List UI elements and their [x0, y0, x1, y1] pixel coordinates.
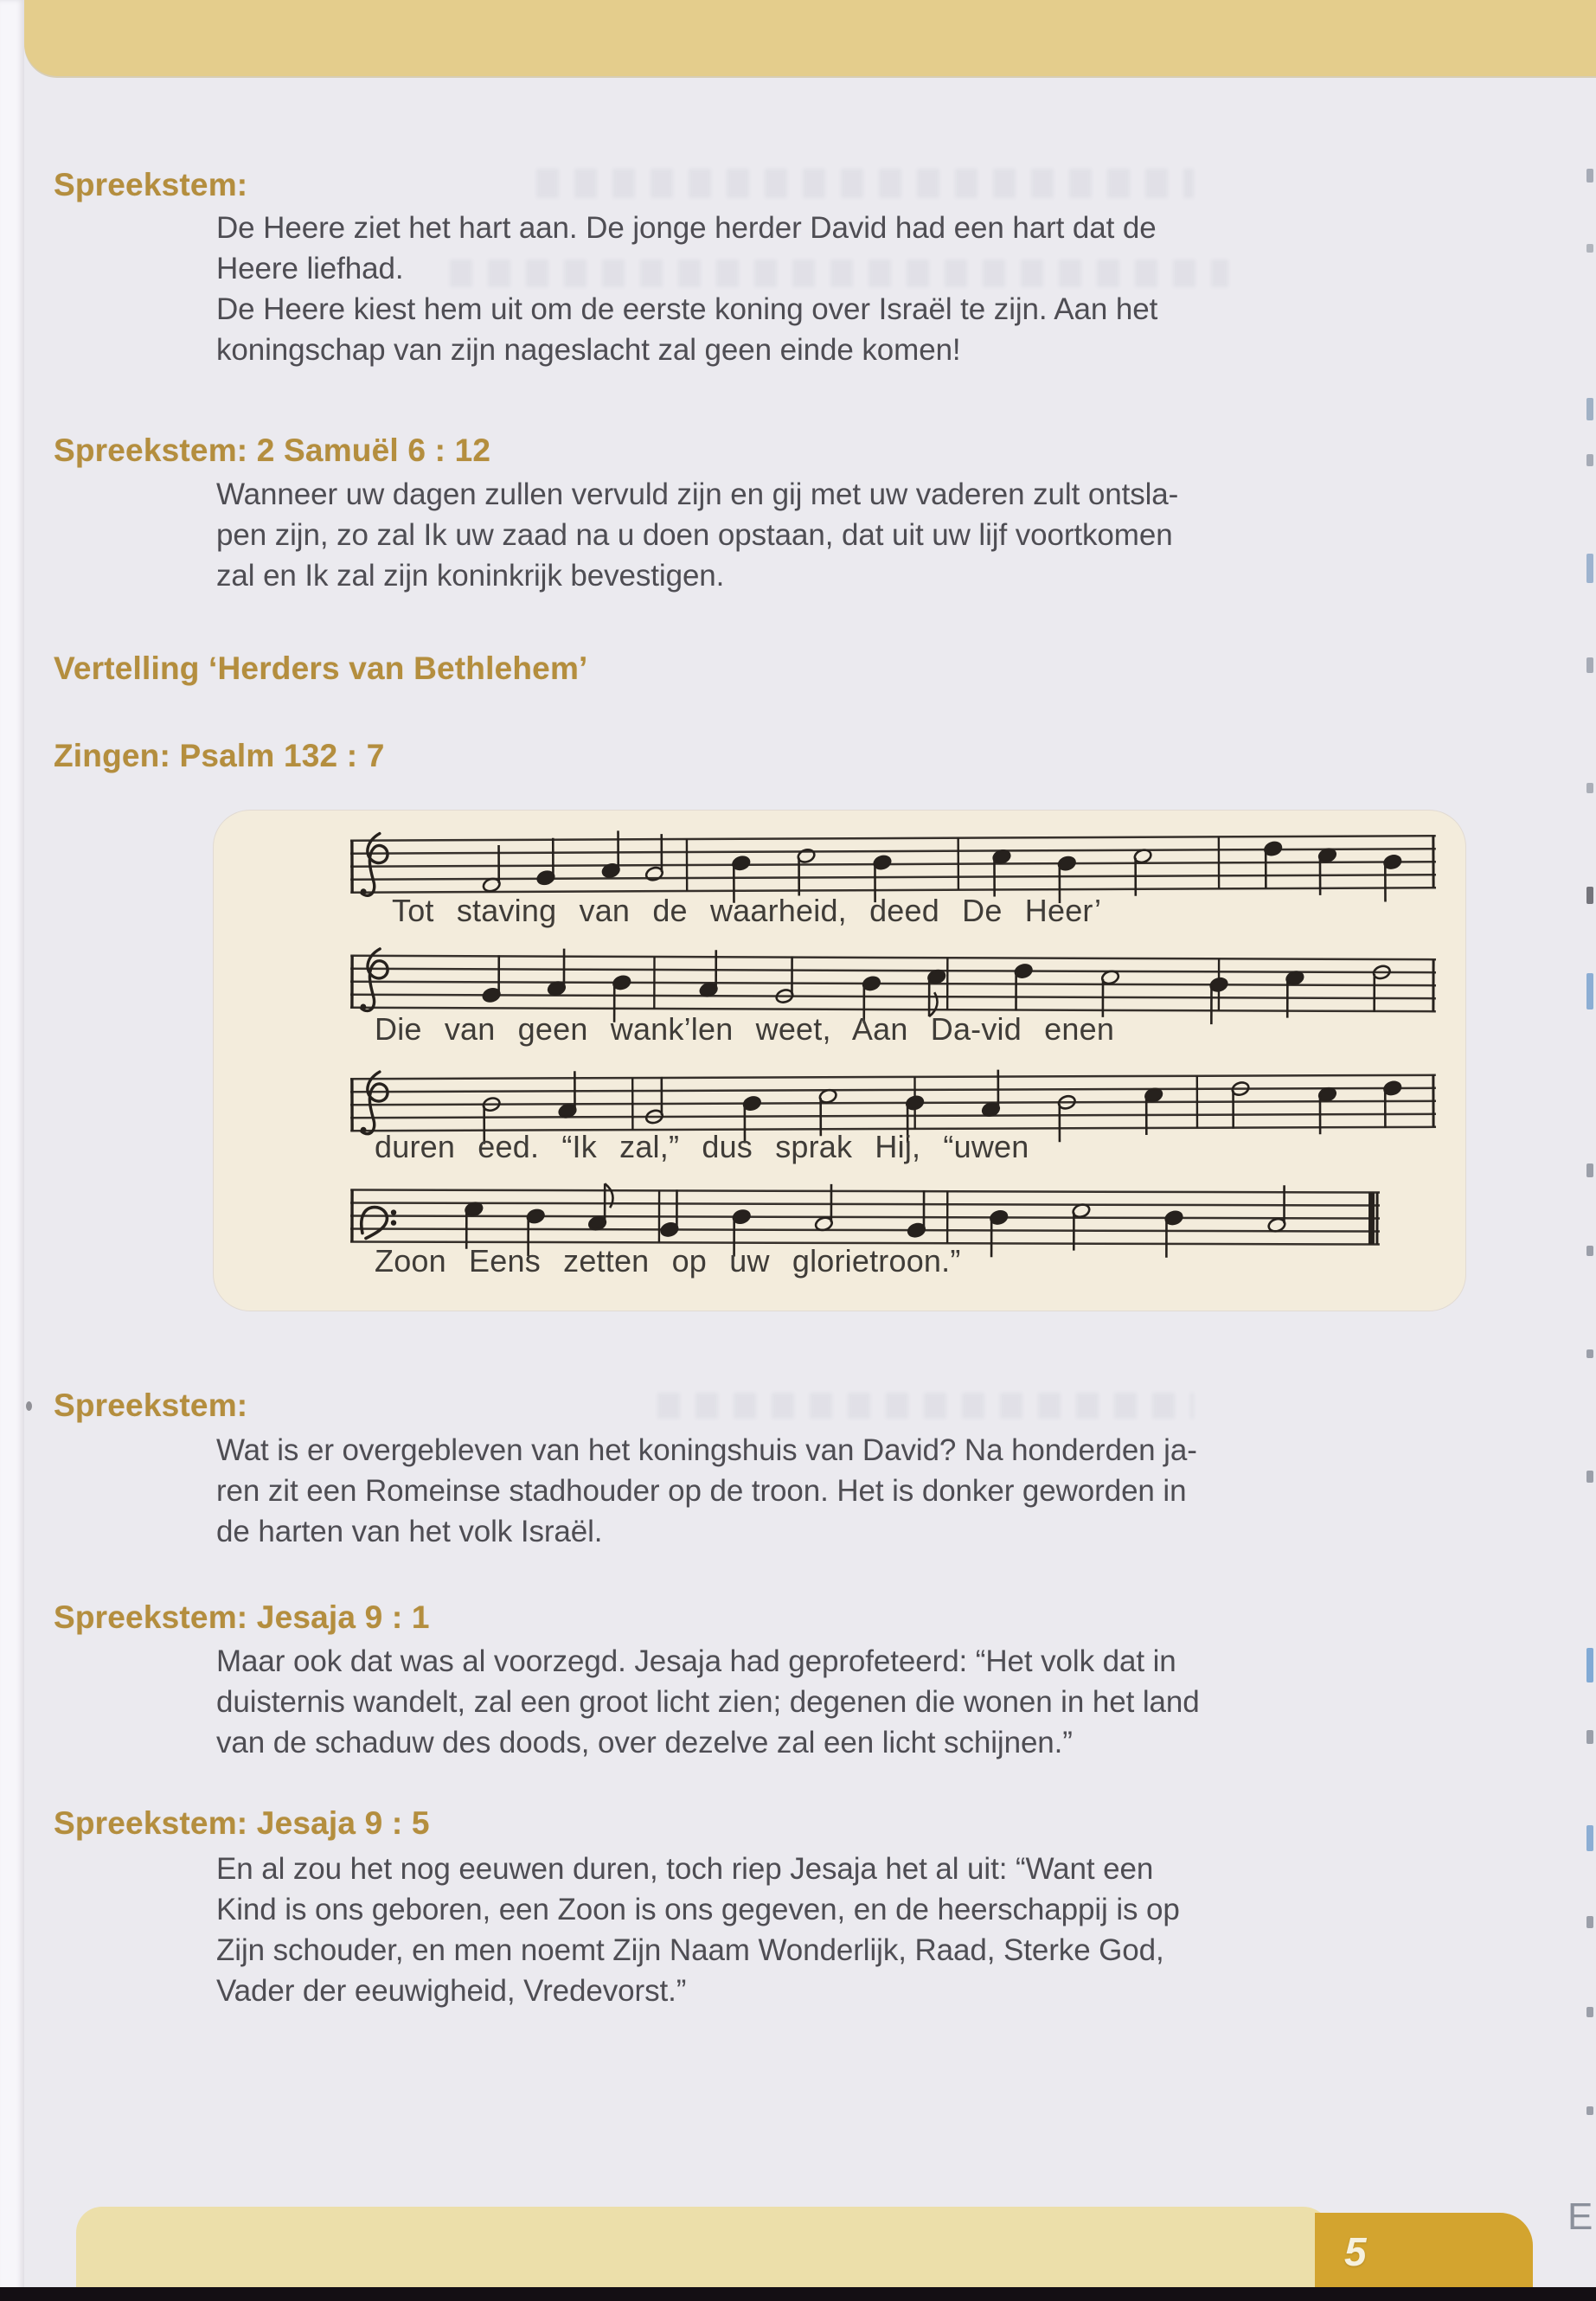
paragraph-line: van de schaduw des doods, over dezelve zal een licht schijnen.” — [216, 1726, 1073, 1759]
heading-zingen-psalm: Zingen: Psalm 132 : 7 — [54, 738, 385, 773]
scan-fragment — [1586, 1648, 1593, 1682]
top-gold-bar — [24, 0, 1596, 76]
heading-vertelling: Vertelling ‘Herders van Bethlehem’ — [54, 651, 588, 686]
paragraph-3 — [216, 1430, 1349, 1552]
paragraph-line: De Heere kiest hem uit om de eerste koning over Israël te zijn. Aan het — [216, 292, 1158, 326]
paragraph-line: Maar ook dat was al voorzegd. Jesaja had geprofeteerd: “Het volk dat in — [216, 1644, 1176, 1678]
paragraph-line: En al zou het nog eeuwen duren, toch riep Jesaja het al uit: “Want een — [216, 1852, 1154, 1886]
paragraph-line: Wat is er overgebleven van het koningshuis van David? Na honderden ja- — [216, 1433, 1197, 1467]
paragraph-line: De Heere ziet het hart aan. De jonge herder David had een hart dat de — [216, 211, 1157, 245]
bottom-pale-gold-bar — [76, 2207, 1332, 2293]
lyric-line-4: Zoon Eens zetten op uw glorietroon.” — [375, 1243, 961, 1279]
heading-spreekstem-jesaja95: Spreekstem: Jesaja 9 : 5 — [54, 1805, 430, 1841]
paragraph-line: ren zit een Romeinse stadhouder op de troon. Het is donker geworden in — [216, 1474, 1187, 1508]
page-number-tab — [1315, 2213, 1533, 2295]
scan-fragment — [1586, 973, 1593, 1009]
paragraph-line: Kind is ons geboren, een Zoon is ons gegeven, en de heerschappij is op — [216, 1893, 1180, 1926]
paragraph-line: duisternis wandelt, zal een groot licht zien; degenen die wonen in het land — [216, 1685, 1200, 1719]
bleed-through-artifact — [536, 169, 1194, 198]
paragraph-4 — [216, 1641, 1349, 1763]
scan-fragment — [1586, 783, 1593, 793]
facing-page-letter-fragment: E — [1567, 2195, 1593, 2238]
scan-fragment — [1586, 169, 1593, 183]
bleed-through-artifact — [657, 1393, 1194, 1419]
scan-fragment — [1586, 1730, 1593, 1744]
stray-mark — [26, 1401, 32, 1411]
scan-fragment — [1586, 1916, 1593, 1928]
scan-fragment — [1586, 887, 1593, 904]
page-number: 5 — [1344, 2229, 1367, 2274]
scan-fragment — [1586, 244, 1593, 253]
heading-spreekstem-1: Spreekstem: — [54, 167, 248, 202]
scan-fragment — [1586, 554, 1593, 583]
lyric-line-3: duren eed. “Ik zal,” dus sprak Hij, “uwen — [375, 1129, 1029, 1164]
scan-fragment — [1586, 454, 1593, 466]
scan-fragment — [1586, 657, 1593, 673]
heading-spreekstem-2samuel: Spreekstem: 2 Samuël 6 : 12 — [54, 433, 491, 468]
scan-fragment — [1586, 1246, 1593, 1256]
music-notation-box — [214, 811, 1465, 1311]
paragraph-1 — [216, 208, 1349, 370]
paragraph-line: Wanneer uw dagen zullen vervuld zijn en gij met uw vaderen zult ontsla- — [216, 478, 1179, 511]
lyric-line-2: Die van geen wank’len weet, Aan Da-vid enen — [375, 1011, 1115, 1047]
scan-fragment — [1586, 2106, 1593, 2115]
scan-fragment — [1586, 1825, 1593, 1851]
paragraph-5 — [216, 1849, 1349, 2011]
heading-spreekstem-3: Spreekstem: — [54, 1388, 248, 1423]
lyric-line-1: Tot staving van de waarheid, deed De Heer’ — [392, 893, 1102, 928]
scan-fragment — [1586, 398, 1593, 420]
scan-fragment — [1586, 2007, 1593, 2017]
paragraph-line: zal en Ik zal zijn koninkrijk bevestigen. — [216, 559, 725, 593]
scan-fragment — [1586, 1471, 1593, 1483]
paragraph-line: de harten van het volk Israël. — [216, 1515, 603, 1548]
scan-fragment — [1586, 1163, 1593, 1177]
scan-bottom-edge — [0, 2287, 1596, 2301]
scan-left-margin — [0, 0, 24, 2301]
paragraph-2 — [216, 474, 1349, 596]
paragraph-line: koningschap van zijn nageslacht zal geen einde komen! — [216, 333, 961, 367]
paragraph-line: pen zijn, zo zal Ik uw zaad na u doen opstaan, dat uit uw lijf voortkomen — [216, 518, 1173, 552]
scan-fragment — [1586, 1349, 1593, 1358]
paragraph-line: Heere liefhad. — [216, 252, 404, 285]
paragraph-line: Zijn schouder, en men noemt Zijn Naam Wonderlijk, Raad, Sterke God, — [216, 1933, 1164, 1967]
heading-spreekstem-jesaja91: Spreekstem: Jesaja 9 : 1 — [54, 1599, 430, 1635]
paragraph-line: Vader der eeuwigheid, Vredevorst.” — [216, 1974, 687, 2008]
